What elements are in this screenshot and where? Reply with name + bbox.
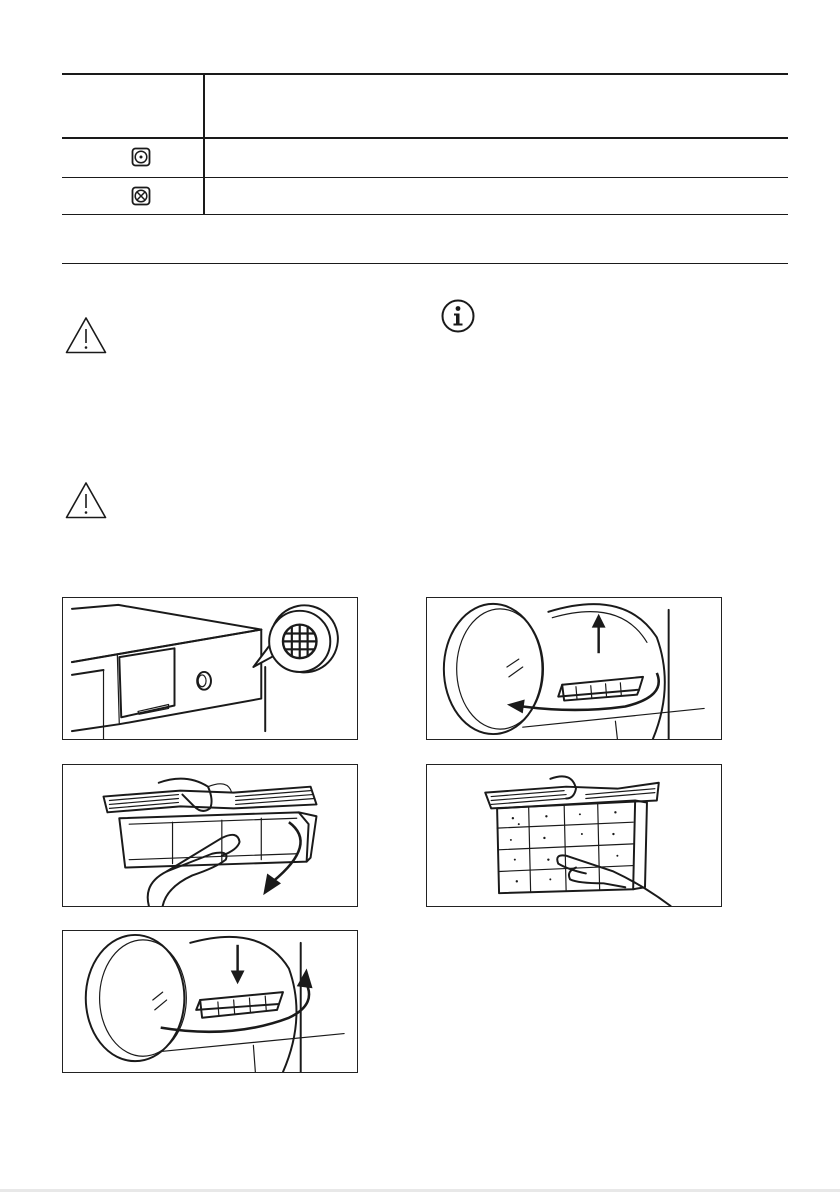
table-top-rule	[62, 73, 788, 75]
warning-triangle-icon	[64, 315, 108, 355]
warning-triangle-icon	[64, 480, 108, 520]
figure-insert-filter-close-door	[62, 930, 358, 1073]
table-row-divider	[62, 177, 788, 178]
table-bottom-rule	[62, 214, 788, 215]
info-circle-icon	[440, 298, 476, 334]
figure-open-filter-frame	[62, 764, 358, 907]
sensor-dot-icon	[131, 147, 151, 167]
figure-dryer-filter-indicator	[62, 597, 358, 740]
figure-open-door-lift-filter	[426, 597, 722, 740]
table-column-divider	[203, 73, 205, 215]
table-header-rule	[62, 137, 788, 139]
section-rule	[62, 263, 788, 264]
figure-clean-filter	[426, 764, 722, 907]
sensor-cross-icon	[131, 186, 151, 206]
